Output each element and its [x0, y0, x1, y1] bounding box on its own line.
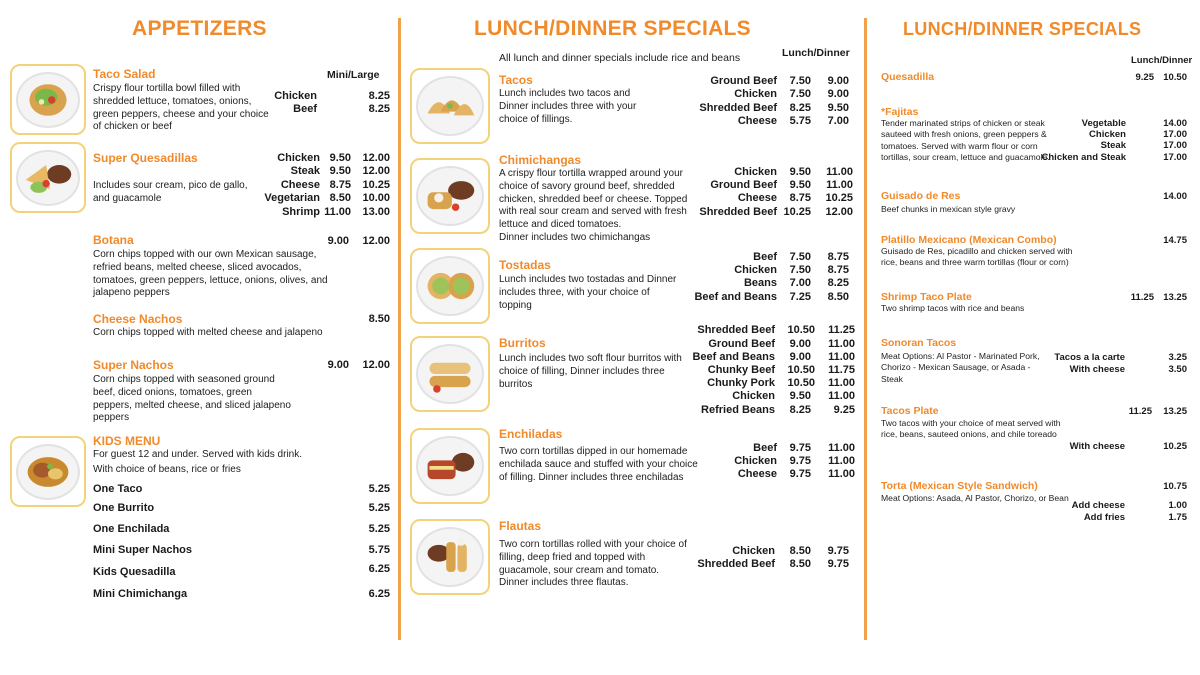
enchiladas-dinner-price: 11.00 — [828, 468, 855, 480]
quesadilla-large-price: 12.00 — [362, 152, 390, 164]
quesadilla-large-price: 10.25 — [362, 179, 390, 191]
tostadas-dinner-price: 8.25 — [827, 277, 849, 289]
guisado-description: Beef chunks in mexican style gravy — [881, 204, 1016, 214]
burritos-dinner-price: 11.25 — [828, 324, 855, 336]
shrimp-taco-plate-name: Shrimp Taco Plate — [881, 291, 972, 303]
shrimp-lunch-price: 11.25 — [1130, 292, 1154, 303]
super-nachos-mini-price: 9.00 — [327, 359, 349, 371]
quesadilla-lunch-price: 9.25 — [1135, 72, 1154, 83]
kids-menu-photo — [10, 436, 86, 507]
fajitas-option-price: 17.00 — [1163, 152, 1187, 163]
tacos-plate-image — [416, 76, 484, 136]
cheese-nachos-price: 8.50 — [368, 313, 390, 325]
burrito-plate-image — [416, 344, 484, 404]
tacos-plate-name: Tacos Plate — [881, 405, 939, 417]
kids-item-price: 5.75 — [368, 544, 390, 556]
sonoran-option-price: 3.50 — [1168, 364, 1187, 375]
specials-intro: All lunch and dinner specials include rice and beans — [499, 52, 741, 64]
flautas-dinner-price: 9.75 — [827, 558, 849, 570]
tostadas-description: Lunch includes two tostadas and Dinner includes three, with your choice of topping — [499, 274, 677, 311]
torta-option-price: 1.75 — [1168, 512, 1187, 523]
tacos-lunch-price: 5.75 — [789, 115, 811, 127]
burritos-option-label: Chicken — [732, 390, 775, 402]
tacos-dinner-price: 9.00 — [827, 88, 849, 100]
enchiladas-dinner-price: 11.00 — [828, 455, 855, 467]
chimichangas-dinner-note: Dinner includes two chimichangas — [499, 232, 651, 243]
tostadas-option-label: Beans — [743, 277, 777, 289]
kids-item-label: One Taco — [93, 483, 143, 495]
tacos-plate-lunch-price: 11.25 — [1128, 406, 1152, 417]
tacos-option-label: Cheese — [737, 115, 777, 127]
flautas-description: Two corn tortillas rolled with your choice of filling, deep fried and topped with guacamole, sour cream and tomato. Dinner includes three flautas. — [499, 539, 687, 589]
appetizers-column — [0, 0, 398, 675]
flautas-lunch-price: 8.50 — [789, 545, 811, 557]
chimichangas-lunch-price: 9.50 — [789, 166, 811, 178]
burritos-option-label: Ground Beef — [708, 338, 775, 350]
tacos-plate-description: Two tacos with your choice of meat served with rice, beans, sauteed onions, and chile toreado — [881, 418, 1061, 440]
taco-salad-photo — [10, 64, 86, 135]
kids-menu-choice: With choice of beans, rice or fries — [93, 464, 241, 475]
platillo-price: 14.75 — [1163, 235, 1187, 246]
kids-menu-name: KIDS MENU — [93, 434, 161, 448]
sonoran-option-label: Tacos a la carte — [1054, 352, 1125, 363]
super-nachos-name: Super Nachos — [93, 358, 174, 372]
chimichangas-dinner-price: 10.25 — [825, 192, 853, 204]
guisado-name: Guisado de Res — [881, 190, 961, 202]
tacos-photo — [410, 68, 490, 144]
fajitas-option-price: 14.00 — [1163, 118, 1187, 129]
quesadilla-large-price: 12.00 — [362, 165, 390, 177]
chimichangas-dinner-price: 11.00 — [826, 179, 853, 191]
lunch-dinner-header: Lunch/Dinner — [782, 47, 850, 59]
tostadas-lunch-price: 7.50 — [789, 251, 811, 263]
tostadas-option-label: Beef — [753, 251, 777, 263]
super-nachos-large-price: 12.00 — [362, 359, 390, 371]
burritos-lunch-price: 9.00 — [789, 351, 811, 363]
enchilada-plate-image — [416, 436, 484, 496]
kids-item-label: Kids Quesadilla — [93, 566, 176, 578]
burritos-dinner-price: 11.00 — [828, 377, 855, 389]
super-quesadillas-description: Includes sour cream, pico de gallo, and guacamole — [93, 180, 248, 204]
platillo-name: Platillo Mexicano (Mexican Combo) — [881, 234, 1057, 246]
tostadas-dinner-price: 8.75 — [827, 251, 849, 263]
taco-salad-option-price: 8.25 — [368, 103, 390, 115]
specials-column — [401, 0, 864, 675]
chimichangas-option-label: Shredded Beef — [699, 206, 777, 218]
botana-large-price: 12.00 — [362, 235, 390, 247]
enchiladas-description: Two corn tortillas dipped in our homemade enchilada sauce and stuffed with your choice of filling. Dinner includes three enchiladas — [499, 446, 698, 483]
burritos-option-label: Refried Beans — [701, 404, 775, 416]
quesadilla-mini-price: 9.50 — [329, 152, 351, 164]
quesadilla-large-price: 13.00 — [362, 206, 390, 218]
quesadilla-option-label: Cheese — [280, 179, 320, 191]
chimichangas-lunch-price: 10.25 — [783, 206, 811, 218]
burritos-lunch-price: 10.50 — [787, 324, 815, 336]
chimichanga-plate-image — [416, 166, 484, 226]
tostadas-lunch-price: 7.50 — [789, 264, 811, 276]
sonoran-description: Meat Options: Al Pastor - Marinated Pork, Chorizo - Mexican Sausage, or Asada - Steak — [881, 351, 1040, 384]
burritos-option-label: Beef and Beans — [692, 351, 775, 363]
burritos-photo — [410, 336, 490, 412]
burritos-dinner-price: 11.00 — [828, 338, 855, 350]
sonoran-option-label: With cheese — [1069, 364, 1125, 375]
tacos-lunch-price: 7.50 — [789, 88, 811, 100]
torta-name: Torta (Mexican Style Sandwich) — [881, 480, 1038, 492]
burritos-lunch-price: 9.00 — [789, 338, 811, 350]
burritos-lunch-price: 9.50 — [789, 390, 811, 402]
kids-menu-description: For guest 12 and under. Served with kids drink. — [93, 449, 303, 460]
kids-item-price: 5.25 — [368, 483, 390, 495]
kids-item-label: One Enchilada — [93, 523, 170, 535]
tostadas-dinner-price: 8.75 — [827, 264, 849, 276]
fajitas-option-label: Vegetable — [1081, 118, 1126, 129]
burritos-dinner-price: 11.00 — [828, 351, 855, 363]
mini-large-header: Mini/Large — [327, 69, 380, 81]
super-nachos-description: Corn chips topped with seasoned ground beef, diced onions, tomatoes, green peppers, melted cheese, and sliced jalapeno peppers — [93, 374, 291, 424]
chimichangas-photo — [410, 158, 490, 234]
botana-description: Corn chips topped with our own Mexican sausage, refried beans, melted cheese, sliced avocados, tomatoes, green peppers, lettuce, onions, olives, and jalapeno peppers — [93, 249, 328, 299]
flautas-lunch-price: 8.50 — [789, 558, 811, 570]
tostada-plate-image — [416, 256, 484, 316]
burritos-dinner-price: 11.00 — [828, 390, 855, 402]
tostadas-option-label: Chicken — [734, 264, 777, 276]
burritos-dinner-price: 9.25 — [833, 404, 855, 416]
fajitas-option-price: 17.00 — [1163, 140, 1187, 151]
burritos-lunch-price: 10.50 — [787, 377, 815, 389]
enchiladas-lunch-price: 9.75 — [789, 442, 811, 454]
cheese-nachos-description: Corn chips topped with melted cheese and jalapeno — [93, 327, 323, 338]
burritos-dinner-price: 11.75 — [828, 364, 855, 376]
tostadas-lunch-price: 7.00 — [789, 277, 811, 289]
fajitas-option-label: Steak — [1100, 140, 1126, 151]
flauta-plate-image — [416, 527, 484, 587]
taco-salad-description: Crispy flour tortilla bowl filled with shredded lettuce, tomatoes, onions, green peppers, cheese and your choice of chicken or beef — [93, 83, 269, 133]
specials-column-2 — [867, 0, 1200, 675]
enchiladas-name: Enchiladas — [499, 427, 563, 441]
tacos-dinner-price: 9.50 — [827, 102, 849, 114]
taco-salad-name: Taco Salad — [93, 67, 156, 81]
taco-salad-plate-image — [16, 72, 80, 128]
taco-salad-option-label: Beef — [293, 103, 317, 115]
sonoran-tacos-name: Sonoran Tacos — [881, 337, 957, 349]
botana-name: Botana — [93, 233, 134, 247]
kids-item-price: 5.25 — [368, 523, 390, 535]
tacos-plate-dinner-price: 13.25 — [1163, 406, 1187, 417]
burritos-option-label: Chunky Pork — [707, 377, 775, 389]
enchiladas-option-label: Cheese — [737, 468, 777, 480]
kids-plate-image — [16, 444, 80, 500]
burritos-option-label: Shredded Beef — [697, 324, 775, 336]
kids-item-price: 6.25 — [368, 588, 390, 600]
guisado-price: 14.00 — [1163, 191, 1187, 202]
chimichangas-lunch-price: 9.50 — [789, 179, 811, 191]
shrimp-description: Two shrimp tacos with rice and beans — [881, 303, 1025, 313]
burritos-name: Burritos — [499, 336, 546, 350]
chimichangas-option-label: Chicken — [734, 166, 777, 178]
torta-option-price: 1.00 — [1168, 500, 1187, 511]
tacos-lunch-price: 7.50 — [789, 75, 811, 87]
flautas-photo — [410, 519, 490, 595]
quesadilla-large-price: 10.00 — [362, 192, 390, 204]
enchiladas-photo — [410, 428, 490, 504]
quesadilla-mini-price: 8.50 — [329, 192, 351, 204]
tacos-plate-cheese-price: 10.25 — [1163, 441, 1187, 452]
kids-item-label: Mini Super Nachos — [93, 544, 193, 556]
botana-mini-price: 9.00 — [327, 235, 349, 247]
torta-option-label: Add cheese — [1071, 500, 1125, 511]
quesadilla-mini-price: 8.75 — [329, 179, 351, 191]
tacos-description: Lunch includes two tacos and Dinner includes three with your choice of fillings. — [499, 88, 637, 125]
chimichangas-description: A crispy flour tortilla wrapped around your choice of savory ground beef, shredded chicken, shredded beef or cheese. Topped with real sour cream and served with fresh lettuce and diced tomatoes. — [499, 168, 688, 231]
kids-item-price: 5.25 — [368, 502, 390, 514]
chimichangas-lunch-price: 8.75 — [789, 192, 811, 204]
fajitas-description: Tender marinated strips of chicken or steak sauteed with fresh onions, green peppers & tomatoes. Served with warm flour or corn tortillas, sour cream, lettuce and guacamole. — [881, 118, 1050, 163]
tostadas-photo — [410, 248, 490, 324]
kids-item-label: One Burrito — [93, 502, 155, 514]
shrimp-dinner-price: 13.25 — [1163, 292, 1187, 303]
tacos-dinner-price: 7.00 — [827, 115, 849, 127]
sonoran-option-price: 3.25 — [1168, 352, 1187, 363]
quesadilla-dinner-price: 10.50 — [1163, 72, 1187, 83]
kids-item-label: Mini Chimichanga — [93, 588, 188, 600]
cheese-nachos-name: Cheese Nachos — [93, 312, 183, 326]
burritos-description: Lunch includes two soft flour burritos with choice of filling, Dinner includes three burritos — [499, 353, 682, 390]
appetizers-title: APPETIZERS — [132, 17, 267, 40]
burritos-lunch-price: 10.50 — [787, 364, 815, 376]
quesadilla-option-label: Shrimp — [282, 206, 320, 218]
tacos-option-label: Chicken — [734, 88, 777, 100]
enchiladas-dinner-price: 11.00 — [828, 442, 855, 454]
quesadilla-option-label: Steak — [290, 165, 320, 177]
fajitas-option-label: Chicken and Steak — [1041, 152, 1126, 163]
tacos-option-label: Ground Beef — [710, 75, 777, 87]
flautas-name: Flautas — [499, 519, 542, 533]
enchiladas-lunch-price: 9.75 — [789, 455, 811, 467]
tacos-plate-cheese-label: With cheese — [1069, 441, 1125, 452]
enchiladas-lunch-price: 9.75 — [789, 468, 811, 480]
fajitas-option-price: 17.00 — [1163, 129, 1187, 140]
taco-salad-option-label: Chicken — [274, 90, 317, 102]
tacos-lunch-price: 8.25 — [789, 102, 811, 114]
taco-salad-option-price: 8.25 — [368, 90, 390, 102]
flautas-option-label: Shredded Beef — [697, 558, 775, 570]
quesadilla-name: Quesadilla — [881, 71, 935, 83]
chimichangas-option-label: Ground Beef — [710, 179, 777, 191]
tostadas-dinner-price: 8.50 — [827, 291, 849, 303]
quesadilla-option-label: Vegetarian — [264, 192, 320, 204]
chimichangas-dinner-price: 12.00 — [825, 206, 853, 218]
specials-title: LUNCH/DINNER SPECIALS — [474, 17, 751, 40]
chimichangas-name: Chimichangas — [499, 153, 582, 167]
tacos-name: Tacos — [499, 73, 533, 87]
chimichangas-dinner-price: 11.00 — [826, 166, 853, 178]
flautas-dinner-price: 9.75 — [827, 545, 849, 557]
burritos-option-label: Chunky Beef — [707, 364, 775, 376]
super-quesadillas-name: Super Quesadillas — [93, 151, 198, 165]
burritos-lunch-price: 8.25 — [789, 404, 811, 416]
quesadilla-mini-price: 11.00 — [324, 206, 351, 218]
lunch-dinner-header-2: Lunch/Dinner — [1131, 55, 1193, 66]
kids-item-price: 6.25 — [368, 563, 390, 575]
tostadas-lunch-price: 7.25 — [789, 291, 811, 303]
torta-option-label: Add fries — [1083, 512, 1125, 523]
quesadilla-plate-image — [16, 150, 80, 206]
quesadilla-mini-price: 9.50 — [329, 165, 351, 177]
super-quesadillas-photo — [10, 142, 86, 213]
tostadas-option-label: Beef and Beans — [694, 291, 777, 303]
tacos-option-label: Shredded Beef — [699, 102, 777, 114]
specials-title-2: LUNCH/DINNER SPECIALS — [903, 19, 1142, 39]
tostadas-name: Tostadas — [499, 258, 551, 272]
enchiladas-option-label: Chicken — [734, 455, 777, 467]
chimichangas-option-label: Cheese — [737, 192, 777, 204]
enchiladas-option-label: Beef — [753, 442, 777, 454]
quesadilla-option-label: Chicken — [277, 152, 320, 164]
tacos-dinner-price: 9.00 — [827, 75, 849, 87]
fajitas-option-label: Chicken — [1089, 129, 1126, 140]
torta-description: Meat Options: Asada, Al Pastor, Chorizo, or Bean — [881, 493, 1069, 503]
platillo-description: Guisado de Res, picadillo and chicken served with rice, beans and three warm tortillas (flour or corn) — [881, 246, 1073, 268]
torta-price: 10.75 — [1163, 481, 1187, 492]
flautas-option-label: Chicken — [732, 545, 775, 557]
fajitas-name: *Fajitas — [881, 106, 919, 118]
